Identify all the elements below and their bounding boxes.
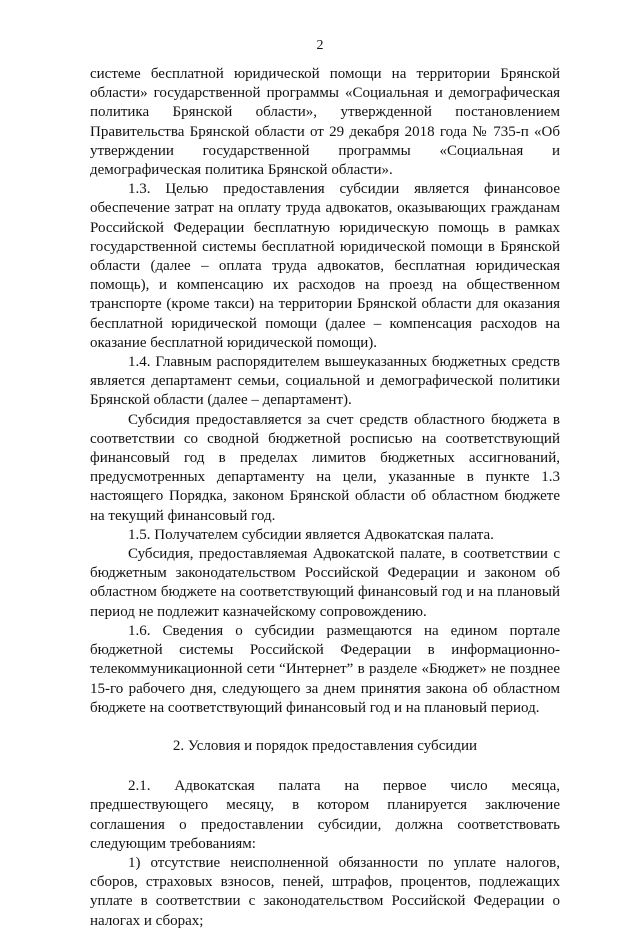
paragraph-1-6: 1.6. Сведения о субсидии размещаются на едином портале бюджетной системы Российской Федерации в информационно-телекоммуникационной сети “Интернет” в разделе «Бюджет» не позднее 15-го рабочего дня, следующего за днем принятия закона об областном бюджете на соответствующий финансовый год и на плановый период.: [90, 622, 560, 716]
paragraph-subsidy-source: Субсидия предоставляется за счет средств областного бюджета в соответствии со сводной бюджетной росписью на соответствующий финансовый год в пределах лимитов бюджетных ассигнований, предусмотренных департаменту на цели, указанные в пункте 1.3 настоящего Порядка, законом Брянской области об областном бюджете на текущий финансовый год.: [90, 411, 560, 524]
paragraph-1-4: 1.4. Главным распорядителем вышеуказанных бюджетных средств является департамент семьи, социальной и демографической политики Брянской области (далее – департамент).: [90, 354, 560, 409]
paragraph-1-3: 1.3. Целью предоставления субсидии является финансовое обеспечение затрат на оплату труда адвокатов, оказывающих гражданам Российской Федерации бесплатную юридическую помощь в рамках государственной системы бесплатной юридической помощи в Брянской области (далее – оплата труда адвокатов, бесплатная юридическая помощь), и компенсацию их расходов на проезд на общественном транспорте (кроме такси) на территории Брянской области для оказания бесплатной юридической помощи (далее – компенсация расходов на оказание бесплатной юридической помощи).: [90, 181, 560, 351]
document-body: [90, 65, 560, 931]
paragraph-requirement-1: 1) отсутствие неисполненной обязанности по уплате налогов, сборов, страховых взносов, пеней, штрафов, процентов, подлежащих уплате в соответствии с законодательством Российской Федерации о налогах и сборах;: [90, 854, 560, 929]
paragraph-2-1: 2.1. Адвокатская палата на первое число месяца, предшествующего месяцу, в котором планируется заключение соглашения о предоставлении субсидии, должна соответствовать следующим требованиям:: [90, 778, 560, 852]
section-heading: 2. Условия и порядок предоставления субсидии: [172, 737, 478, 754]
page-number: 2: [316, 38, 324, 53]
paragraph-1-5: 1.5. Получателем субсидии является Адвокатская палата.: [128, 526, 494, 543]
paragraph-subsidy-treasury: Субсидия, предоставляемая Адвокатской палате, в соответствии с бюджетным законодательством Российской Федерации и законом об областном бюджете на соответствующий финансовый год и на плановый период не подлежит казначейскому сопровождению.: [90, 546, 560, 620]
paragraph-continuation: системе бесплатной юридической помощи на территории Брянской области» государственной программы «Социальная и демографическая политика Брянской области», утвержденной постановлением Правительства Брянской области от 29 декабря 2018 года № 735-п «Об утверждении государственной программы «Социальная и демографическая политика Брянской области».: [90, 66, 560, 179]
